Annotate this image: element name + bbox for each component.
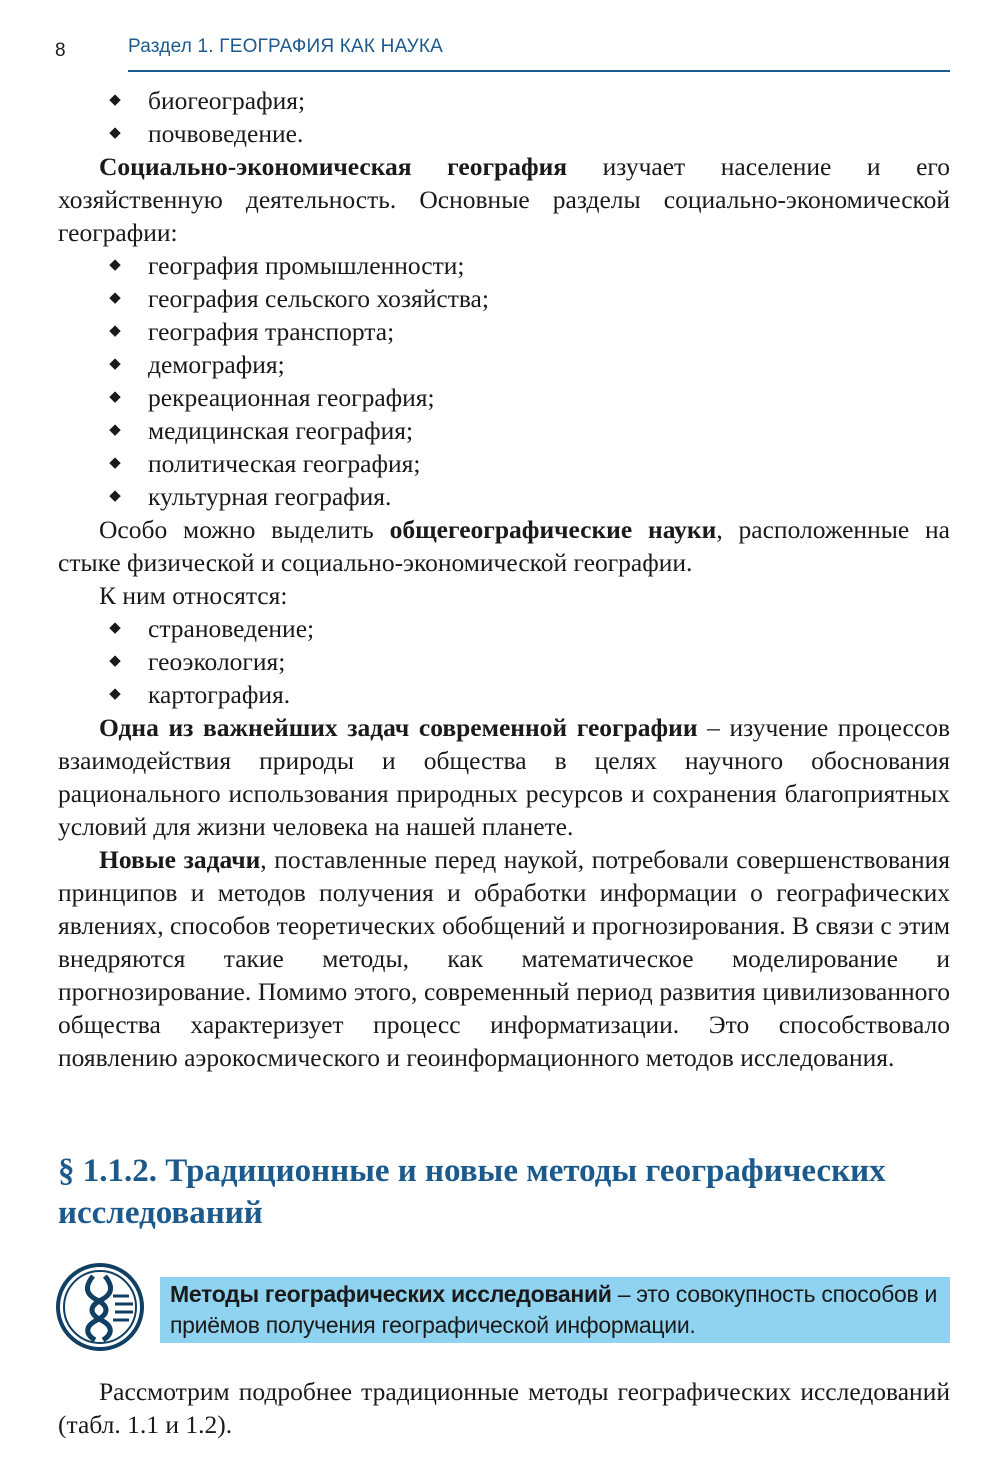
bullet-diamond-icon: ◆ [109,422,121,438]
list-item: ◆ почвоведение. [109,119,304,148]
list-item: ◆ страноведение; [109,614,315,643]
list-item: ◆ рекреационная география; [109,383,435,412]
bullet-diamond-icon: ◆ [109,290,121,306]
bullet-diamond-icon: ◆ [109,389,121,405]
bullet-diamond-icon: ◆ [109,356,121,372]
list-item: ◆ демография; [109,350,285,379]
page-number: 8 [55,40,66,61]
paragraph-general: Особо можно выделить общегеографические науки, расположенные на стыке физической и социально-экономической географии. [58,515,950,577]
list-item: ◆ картография. [109,680,291,709]
paragraph-relate: К ним относятся: [99,581,288,610]
bullet-diamond-icon: ◆ [109,620,121,636]
list-item: ◆ культурная география. [109,482,392,511]
bullet-diamond-icon: ◆ [109,455,121,471]
header-rule [128,70,950,72]
bullet-diamond-icon: ◆ [109,323,121,339]
list-item: ◆ география промышленности; [109,251,465,280]
section-title: § 1.1.2. Традиционные и новые методы географических исследований [58,1153,886,1231]
bullet-diamond-icon: ◆ [109,653,121,669]
bullet-diamond-icon: ◆ [109,92,121,108]
list-item: ◆ география сельского хозяйства; [109,284,489,313]
list-item: ◆ политическая география; [109,449,421,478]
list-item: ◆ медицинская география; [109,416,414,445]
paragraph-socio: Социально-экономическая география изучает население и его хозяйственную деятельность. Основные разделы социально-экономической географии: [58,152,950,247]
bullet-diamond-icon: ◆ [109,125,121,141]
list-item: ◆ география транспорта; [109,317,395,346]
list-socio-branches [58,249,950,513]
list-item: ◆ геоэкология; [109,647,286,676]
definition-text: Методы географических исследований – это совокупность способов и приёмов получения географической информации. [170,1281,938,1338]
list-item: ◆ биогеография; [109,86,306,115]
bullet-diamond-icon: ◆ [109,257,121,273]
bullet-diamond-icon: ◆ [109,686,121,702]
definition-knot-icon [55,1262,145,1352]
list-general-sciences [58,612,950,711]
bullet-diamond-icon: ◆ [109,488,121,504]
paragraph-new-tasks: Новые задачи, поставленные перед наукой, потребовали совершенствования принципов и методов получения и обработки информации о географических явлениях, способов теоретических обобщений и прогнозирования. В связи с этим внедряются такие методы, как математическое моделирование и прогнозирование. Помимо этого, современный период развития цивилизованного общества характеризует процесс информатизации. Это способствовало появлению аэрокосмического и геоинформационного методов исследования. [58,845,950,1072]
running-head: Раздел 1. ГЕОГРАФИЯ КАК НАУКА [128,36,444,57]
list-physical-branches [58,84,950,150]
paragraph-closing: Рассмотрим подробнее традиционные методы географических исследований (табл. 1.1 и 1.2). [58,1377,950,1439]
paragraph-task: Одна из важнейших задач современной географии – изучение процессов взаимодействия природы и общества в целях научного обоснования рационального использования природных ресурсов и сохранения благоприятных условий для жизни человека на нашей планете. [58,713,950,841]
main-text [58,84,950,1074]
